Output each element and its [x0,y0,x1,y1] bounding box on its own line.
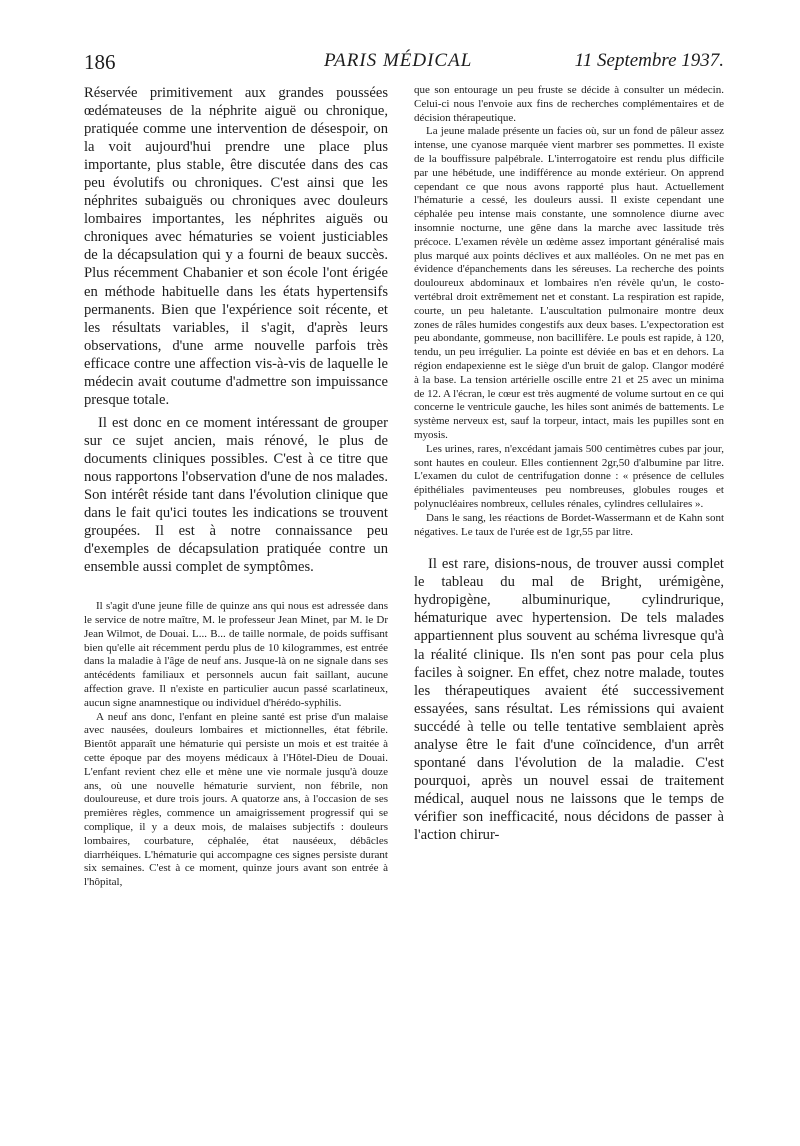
journal-title: PARIS MÉDICAL [324,50,473,71]
left-column [84,84,388,890]
right-paragraph-3: Les urines, rares, n'excédant jamais 500 centimètres cubes par jour, sont hautes en couleur. Elles contiennent 2gr,50 d'albumine par litre. L'examen du culot de centrifugation donne : « présence de cellules épithéliales pavimenteuses peu nombreuses, globules rouges et polynucléaires nombreux, cellules rénales, cylindres cellulaires ». [414,442,724,510]
right-paragraph-1: que son entourage un peu fruste se décide à consulter un médecin. Celui-ci nous l'envoie aux fins de recherches complémentaires et de décision thérapeutique. [414,84,724,124]
right-paragraph-2: La jeune malade présente un facies où, sur un fond de pâleur assez intense, une cyanose marquée vient marbrer ses pommettes. Il existe de la bouffissure palpébrale. L'interrogatoire est rendu plus difficile par une hébétude, une indifférence au monde extérieur. On apprend cependant ce que nous avons rapporté plus haut. Actuellement l'hématurie a cessé, les douleurs aussi. Il existe cependant une céphalée peu intense mais constante, une somnolence diurne avec insomnie nocturne, une gêne dans la marche avec lassitude très précoce. L'examen révèle un œdème assez important généralisé mais plus marqué aux points déclives et aux malléoles. On ne met pas en évidence d'épanchements dans les séreuses. La recherche des points douloureux abdominaux et lombaires n'en révèle qu'un, le costo-vertébral droit extrêmement net et constant. La respiration est rapide, courte, un peu haletante. L'auscultation pulmonaire montre deux zones de râles humides congestifs aux deux bases. L'expectoration est peu abondante, gommeuse, non bacillifère. Le pouls est rapide, à 120, tendu, un peu irrégulier. La pointe est déviée en bas et en dehors. La région endapexienne est le siège d'un bruit de galop. Clangor modéré à la base. La tension artérielle oscille entre 21 et 25 avec un minima de 12. A l'écran, le cœur est très augmenté de volume surtout en ce qui concerne le ventricule gauche, les hiles sont animés de battements. Le système nerveux est, sauf la torpeur, intact, mais les pupilles sont en myosis. [414,125,724,441]
left-paragraph-4: A neuf ans donc, l'enfant en pleine santé est prise d'un malaise avec nausées, douleurs lombaires et mictionnelles, état fébrile. Bientôt apparaît une hématurie qui persiste un mois et est traitée à cette époque par des moyens médicaux à l'Hôtel-Dieu de Douai. L'enfant revient chez elle et mène une vie normale jusqu'à douze ans, où une nouvelle hématurie survient, non fébrile, non douloureuse, et dure trois jours. A quatorze ans, à l'occasion de ses premières règles, commence un amaigrissement progressif qui se complique, il y a deux mois, de malaises subjectifs : douleurs lombaires, courbature, céphalée, état nauséeux, débâcles diarrhéiques. L'hématurie qui accompagne ces signes persiste durant six semaines. C'est à ce moment, quinze jours avant son entrée à l'hôpital, [84,710,388,889]
issue-date: 11 Septembre 1937. [574,50,724,71]
right-paragraph-4: Dans le sang, les réactions de Bordet-Wassermann et de Kahn sont négatives. Le taux de l'urée est de 1gr,55 par litre. [414,511,724,538]
right-paragraph-5: Il est rare, disions-nous, de trouver aussi complet le tableau du mal de Bright, urémigène, hydropigène, albuminurique, cylindrurique, hématurique avec hypertension. De tels malades appartiennent plus souvent au schéma livresque qu'à la réalité clinique. Ils n'en sont pas pour cela plus faciles à soigner. En effet, chez notre malade, toutes les thérapeutiques avaient été successivement essayées, sans résultat. Les rémissions qui avaient succédé à telle ou telle tentative semblaient après analyse être le fait d'une coïncidence, d'un arrêt spontané dans l'évolution de la maladie. C'est pourquoi, après un nouvel essai de traitement médical, auquel nous ne laissons que le temps de vérifier son inefficacité, nous décidons de passer à l'action chirur- [414,556,724,843]
page-number: 186 [84,50,116,74]
left-paragraph-1: Réservée primitivement aux grandes poussées œdémateuses de la néphrite aiguë ou chronique, pratiquée comme une intervention de désespoir, on la voit aujourd'hui prendre une place plus importante, plus stable, être discutée dans des cas peu évolutifs ou chroniques. C'est ainsi que les néphrites subaiguës ou chroniques avec douleurs lombaires importantes, les néphrites aiguës ou chroniques avec hématuries se voient justiciables de la décapsulation qui y a fourni de beaux succès. Plus récemment Chabanier et son école l'ont érigée en méthode habituelle dans les états hypertensifs permanents. Bien que l'expérience soit récente, et les résultats variables, il s'agit, d'après leurs observations, d'une arme nouvelle parfois très efficace contre une affection vis-à-vis de laquelle le médecin avait coutume d'admettre son impuissance presque totale. [84,85,388,408]
left-paragraph-2: Il est donc en ce moment intéressant de grouper sur ce sujet ancien, mais rénové, le plus de documents cliniques possibles. C'est à ce titre que nous rapportons l'observation d'une de nos malades. Son intérêt réside tant dans l'évolution clinique que dans le fait qu'ici toutes les indications se trouvent groupées. Il est à notre connaissance peu d'exemples de décapsulation pratiquée contre un ensemble aussi complet de symptômes. [84,414,388,576]
running-header [84,50,724,78]
left-paragraph-3: Il s'agit d'une jeune fille de quinze ans qui nous est adressée dans le service de notre maître, M. le professeur Jean Minet, par M. le Dr Jean Wilmot, de Douai. L... B... de taille normale, de poids suffisant bien qu'elle ait récemment perdu plus de 10 kilogrammes, est entrée dans la maladie à l'âge de neuf ans. Jusque-là on ne signale dans ses antécédents familiaux et personnels aucun fait saillant, aucune affection grave. Il n'existe en particulier aucun passé scarlatineux, aucun signe anamnestique ou individuel d'hérédo-syphilis. [84,600,388,709]
right-column [414,84,724,844]
